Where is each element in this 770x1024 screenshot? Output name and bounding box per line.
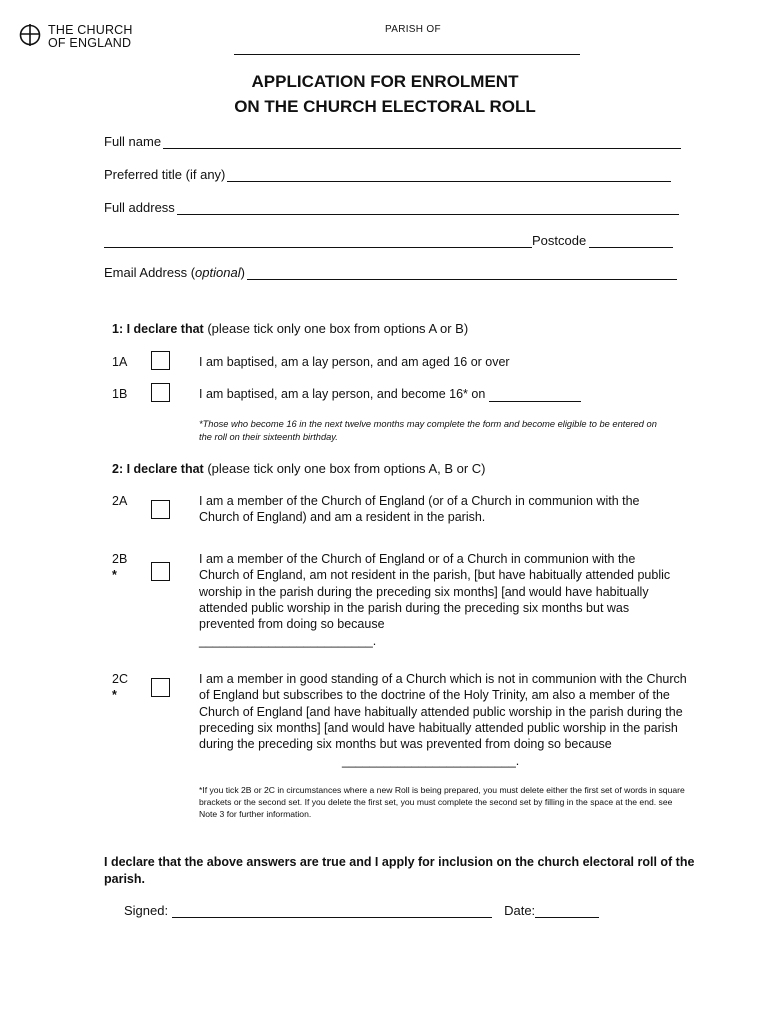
option-2b-code: 2B [112,552,128,566]
option-2c-star: * [112,688,117,702]
section2-heading: 2: I declare that (please tick only one box from options A, B or C) [112,461,486,476]
option-1a-code: 1A [112,355,128,369]
date-label: Date: [504,903,536,918]
option-2a-code: 2A [112,494,128,508]
parish-name-line[interactable] [234,54,580,55]
full-name-field [104,134,681,149]
postcode-input[interactable] [589,235,673,248]
option-1a-text: I am baptised, am a lay person, and am aged 16 or over [199,355,510,369]
option-1a-checkbox[interactable] [151,351,170,370]
full-name-input[interactable] [163,136,681,149]
section1-heading: 1: I declare that (please tick only one box from options A or B) [112,321,469,336]
section2-note: *If you tick 2B or 2C in circumstances where a new Roll is being prepared, you must delete either the first set of words in square brackets or the second set. If you delete the first set, you must complete the second set by filling in the space at the end. see Note 3 for further information. [199,785,685,820]
full-address-field [104,200,679,215]
signature-row [124,903,599,918]
option-2c-reason-blank[interactable]: _________________________. [342,754,520,768]
option-2b-reason-blank[interactable]: _________________________. [199,634,377,648]
option-2c-code: 2C [112,672,128,686]
option-2b-checkbox[interactable] [151,562,170,581]
option-1b-text: I am baptised, am a lay person, and become 16* on [199,387,486,401]
email-label: Email Address (optional) [104,265,245,280]
section1-note: *Those who become 16 in the next twelve months may complete the form and become eligible to be entered on the roll on their sixteenth birthday. [199,419,657,442]
email-input[interactable] [247,267,677,280]
postcode-label: Postcode [532,233,587,248]
form-title-line2: ON THE CHURCH ELECTORAL ROLL [234,97,536,116]
option-2b-star: * [112,568,117,582]
option-1b-row [199,386,581,402]
option-2c-text: I am a member in good standing of a Church which is not in communion with the Church of England but subscribes to the doctrine of the Holy Trinity, am also a member of the Church of England [and have habitually attended public worship in the parish during the preceding six months] [and would have habitually attended public worship in the parish during the preceding six months but was prevented from doing so because [199,672,687,752]
form-title-line1: APPLICATION FOR ENROLMENT [251,72,519,91]
full-address-label: Full address [104,200,175,215]
preferred-title-input[interactable] [227,169,671,182]
option-2b-text: I am a member of the Church of England or of a Church in communion with the Church of England, am not resident in the parish, [but have habitually attended public worship in the parish during the preceding six months] [and would have habitually attended public worship in the parish during the preceding six months but was prevented from doing so because [199,552,671,632]
brand-name: THE CHURCH OF ENGLAND [48,23,133,50]
full-name-label: Full name [104,134,162,149]
full-address-input[interactable] [177,202,679,215]
sixteenth-birthday-date-input[interactable] [489,389,581,402]
signature-input[interactable] [172,905,492,918]
option-2a-checkbox[interactable] [151,500,170,519]
signed-label: Signed: [124,903,169,918]
date-input[interactable] [535,905,599,918]
church-of-england-logo-icon [18,22,44,48]
parish-label: PARISH OF [385,24,441,35]
option-1b-checkbox[interactable] [151,383,170,402]
email-field [104,265,677,280]
option-1b-code: 1B [112,387,128,401]
option-2a-text: I am a member of the Church of England (or of a Church in communion with the Church of England) and am a resident in the parish. [199,494,640,525]
preferred-title-label: Preferred title (if any) [104,167,226,182]
address-postcode-field [104,233,673,248]
address-line2-input[interactable] [104,235,532,248]
option-2c-checkbox[interactable] [151,678,170,697]
declaration-text: I declare that the above answers are true and I apply for inclusion on the church electoral roll of the parish. [104,855,695,886]
preferred-title-field [104,167,671,182]
